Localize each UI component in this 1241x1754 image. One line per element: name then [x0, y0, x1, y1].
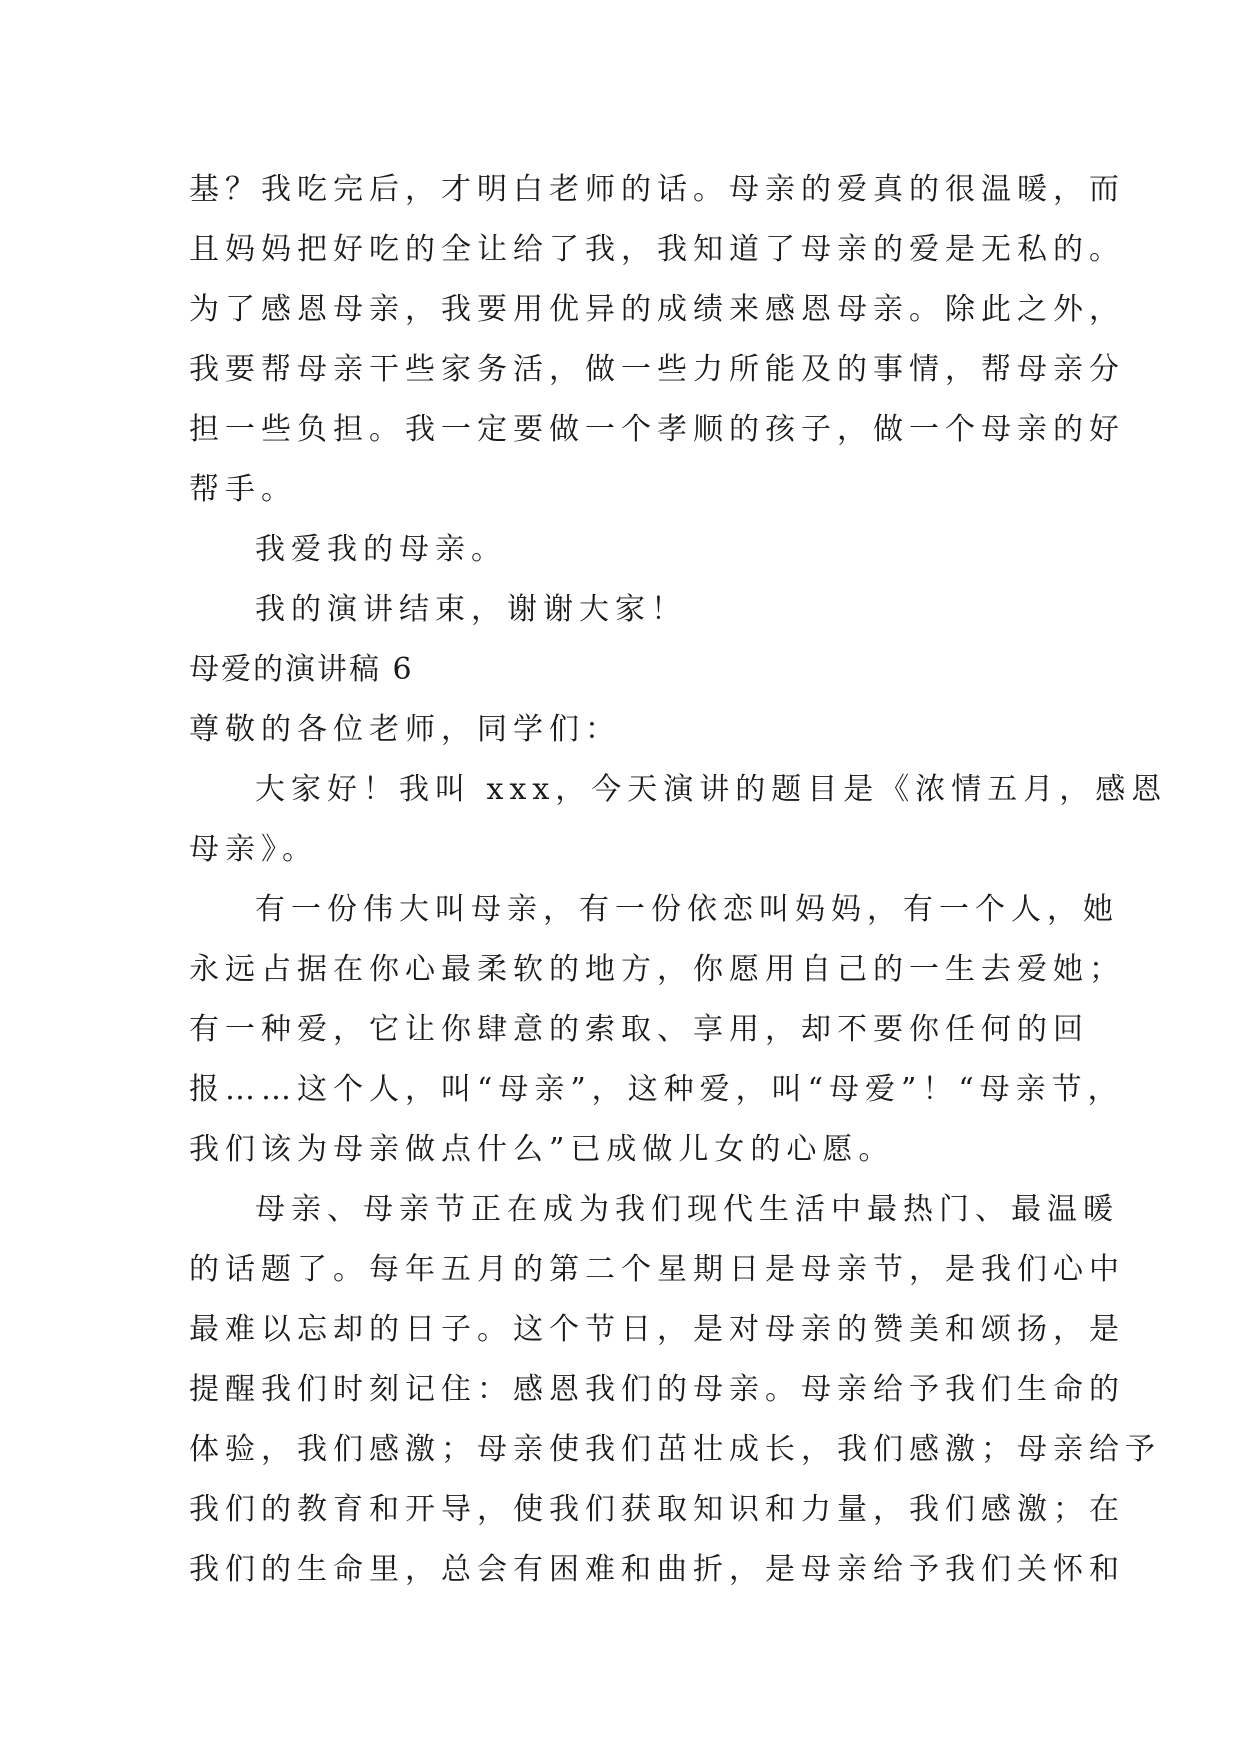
salutation: 尊敬的各位老师，同学们： — [189, 712, 621, 747]
body-line: 为了感恩母亲，我要用优异的成绩来感恩母亲。除此之外， — [189, 292, 1125, 327]
body-line: 母亲》。 — [189, 832, 318, 867]
closing-line: 我爱我的母亲。 — [255, 532, 507, 567]
closing-line: 我的演讲结束，谢谢大家！ — [255, 592, 687, 627]
section-title: 母爱的演讲稿 6 — [189, 652, 414, 687]
body-line: 我们该为母亲做点什么”已成做儿女的心愿。 — [189, 1132, 895, 1167]
body-line: 且妈妈把好吃的全让给了我，我知道了母亲的爱是无私的。 — [189, 232, 1125, 267]
body-line: 提醒我们时刻记住：感恩我们的母亲。母亲给予我们生命的 — [189, 1372, 1125, 1407]
body-line: 报……这个人，叫“母亲”，这种爱，叫“母爱”！“母亲节， — [189, 1072, 1124, 1107]
body-line: 我们的教育和开导，使我们获取知识和力量，我们感激；在 — [189, 1492, 1125, 1527]
body-line: 担一些负担。我一定要做一个孝顺的孩子，做一个母亲的好 — [189, 412, 1125, 447]
body-line: 有一份伟大叫母亲，有一份依恋叫妈妈，有一个人，她 — [255, 892, 1119, 927]
body-line: 大家好！我叫 xxx，今天演讲的题目是《浓情五月，感恩 — [255, 772, 1168, 807]
document-body — [189, 160, 1168, 1600]
body-line: 的话题了。每年五月的第二个星期日是母亲节，是我们心中 — [189, 1252, 1125, 1287]
body-line: 我要帮母亲干些家务活，做一些力所能及的事情，帮母亲分 — [189, 352, 1125, 387]
body-line: 最难以忘却的日子。这个节日，是对母亲的赞美和颂扬，是 — [189, 1312, 1125, 1347]
body-line: 帮手。 — [189, 472, 297, 507]
body-line: 永远占据在你心最柔软的地方，你愿用自己的一生去爱她； — [189, 952, 1125, 987]
body-line: 体验，我们感激；母亲使我们茁壮成长，我们感激；母亲给予 — [189, 1432, 1161, 1467]
body-line: 有一种爱，它让你肆意的索取、享用，却不要你任何的回 — [189, 1012, 1089, 1047]
body-line: 母亲、母亲节正在成为我们现代生活中最热门、最温暖 — [255, 1192, 1119, 1227]
body-line: 基？我吃完后，才明白老师的话。母亲的爱真的很温暖，而 — [189, 172, 1125, 207]
body-line: 我们的生命里，总会有困难和曲折，是母亲给予我们关怀和 — [189, 1552, 1125, 1587]
